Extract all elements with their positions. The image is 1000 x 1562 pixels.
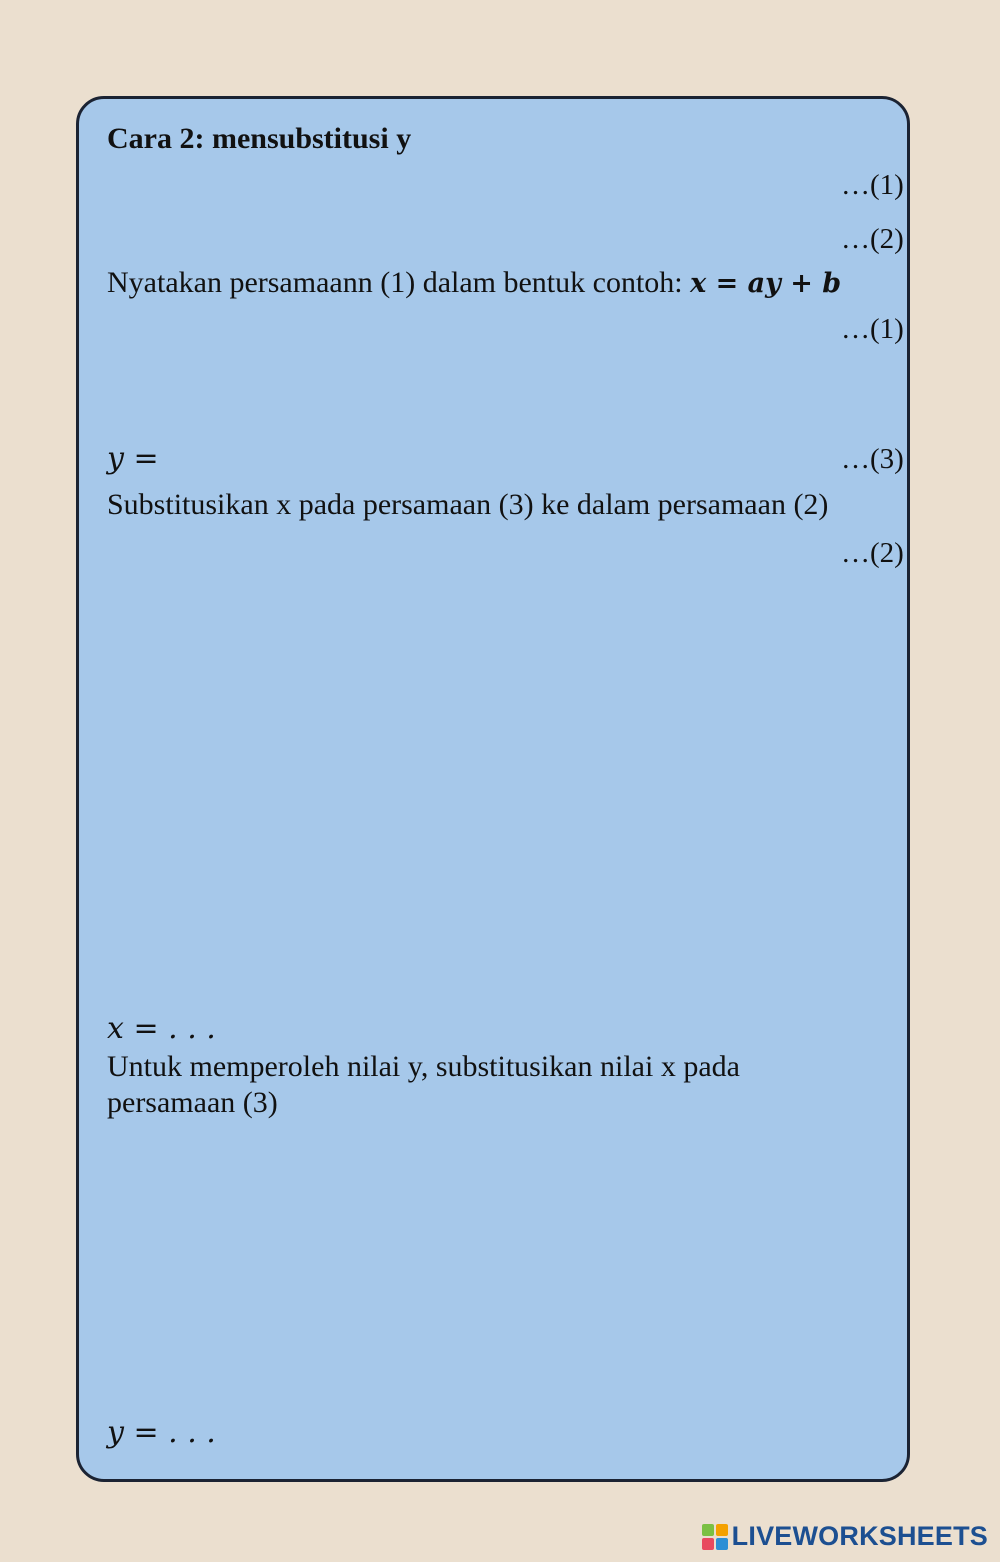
- instruction-1: [107, 265, 841, 302]
- instruction-2: Substitusikan x pada persamaan (3) ke dalam persamaan (2): [107, 488, 829, 521]
- logo-text: LIVEWORKSHEETS: [731, 1521, 988, 1551]
- worksheet-heading: Cara 2: mensubstitusi y: [107, 122, 412, 155]
- equation-ref-1-rewritten: …(1): [841, 313, 904, 345]
- worksheet-card: [76, 96, 910, 1482]
- logo-grid-icon: [702, 1524, 728, 1550]
- equation-ref-2: …(2): [841, 223, 904, 255]
- x-result: x = . . .: [107, 1011, 216, 1046]
- y-result: y = . . .: [107, 1415, 216, 1450]
- instruction-1-text: Nyatakan persamaann (1) dalam bentuk contoh:: [107, 266, 691, 299]
- y-expression-label: y =: [107, 441, 159, 476]
- instruction-1-formula: x = ay + b: [690, 268, 842, 299]
- equation-ref-2-substituted: …(2): [841, 537, 904, 569]
- liveworksheets-logo: [702, 1521, 988, 1552]
- equation-ref-3: …(3): [841, 443, 904, 475]
- equation-ref-1: …(1): [841, 169, 904, 201]
- instruction-3-line-2: persamaan (3): [107, 1086, 278, 1119]
- instruction-3-line-1: Untuk memperoleh nilai y, substitusikan nilai x pada: [107, 1050, 740, 1083]
